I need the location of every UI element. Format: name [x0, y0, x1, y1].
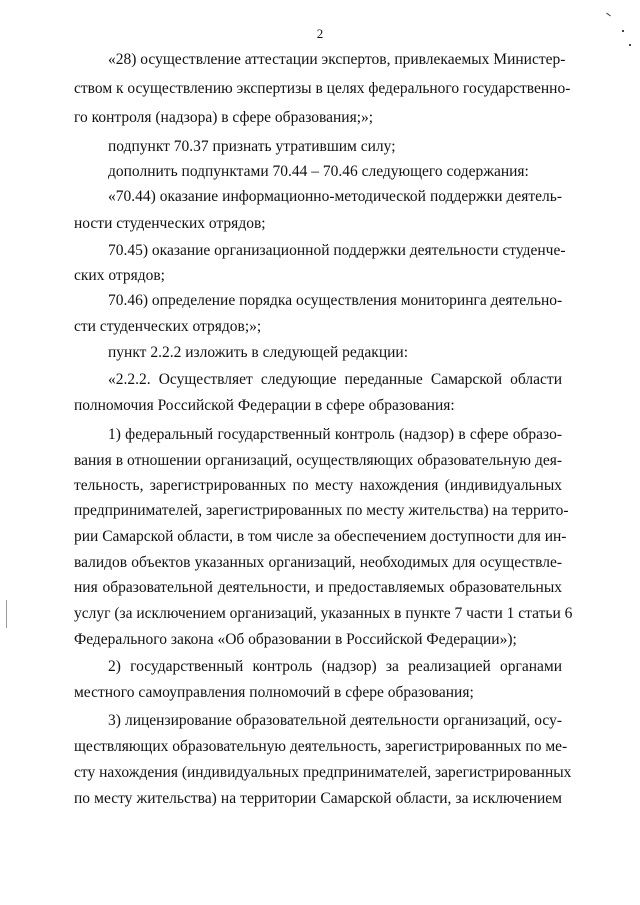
text-line: дополнить подпунктами 70.44 – 70.46 следующего содержания:	[108, 163, 529, 180]
text-line: «70.44) оказание информационно-методической поддержки деятель-	[108, 188, 562, 205]
text-line: Федерального закона «Об образовании в Российской Федерации»);	[74, 631, 517, 648]
scan-speck	[606, 13, 611, 17]
text-line: подпункт 70.37 признать утратившим силу;	[108, 138, 396, 155]
text-line: тельность, зарегистрированных по месту нахождения (индивидуальных	[74, 477, 562, 494]
text-line: ством к осуществлению экспертизы в целях федерального государственно-	[74, 80, 571, 97]
text-line: 3) лицензирование образовательной деятельности организаций, осу-	[108, 712, 562, 729]
text-line: полномочия Российской Федерации в сфере образования:	[74, 397, 455, 414]
text-line: валидов объектов указанных организаций, необходимых для осуществле-	[74, 554, 562, 571]
text-line: по месту жительства) на территории Самарской области, за исключением	[74, 790, 562, 807]
scan-speck	[6, 600, 7, 628]
text-line: услуг (за исключением организаций, указанных в пункте 7 части 1 статьи 6	[74, 605, 573, 622]
text-line: местного самоуправления полномочий в сфере образования;	[74, 684, 474, 701]
text-line: рии Самарской области, в том числе за обеспечением доступности для ин-	[74, 528, 567, 545]
text-line: «2.2.2. Осуществляет следующие переданные Самарской области	[108, 371, 562, 388]
scan-speck	[622, 30, 624, 32]
text-line: ности студенческих отрядов;	[74, 215, 266, 232]
text-line: сти студенческих отрядов;»;	[74, 318, 262, 335]
text-line: ния образовательной деятельности, и предоставляемых образовательных	[74, 579, 562, 596]
text-line: 70.45) оказание организационной поддержки деятельности студенче-	[108, 242, 566, 259]
text-line: 1) федеральный государственный контроль (надзор) в сфере образо-	[108, 426, 562, 443]
text-line: ществляющих образовательную деятельность, зарегистрированных по ме-	[74, 738, 568, 755]
text-line: «28) осуществление аттестации экспертов, привлекаемых Министер-	[108, 51, 566, 68]
text-line: предпринимателей, зарегистрированных по месту жительства) на террито-	[74, 502, 569, 519]
text-line: 70.46) определение порядка осуществления мониторинга деятельно-	[108, 292, 563, 309]
text-line: вания в отношении организаций, осуществляющих образовательную дея-	[74, 452, 562, 469]
scan-speck	[629, 44, 631, 46]
text-line: го контроля (надзора) в сфере образования;»;	[74, 109, 374, 126]
text-line: сту нахождения (индивидуальных предпринимателей, зарегистрированных	[74, 764, 572, 781]
text-line: 2) государственный контроль (надзор) за реализацией органами	[108, 658, 562, 675]
text-line: пункт 2.2.2 изложить в следующей редакции:	[108, 344, 409, 361]
text-line: ских отрядов;	[74, 267, 165, 284]
page-number: 2	[316, 26, 324, 41]
